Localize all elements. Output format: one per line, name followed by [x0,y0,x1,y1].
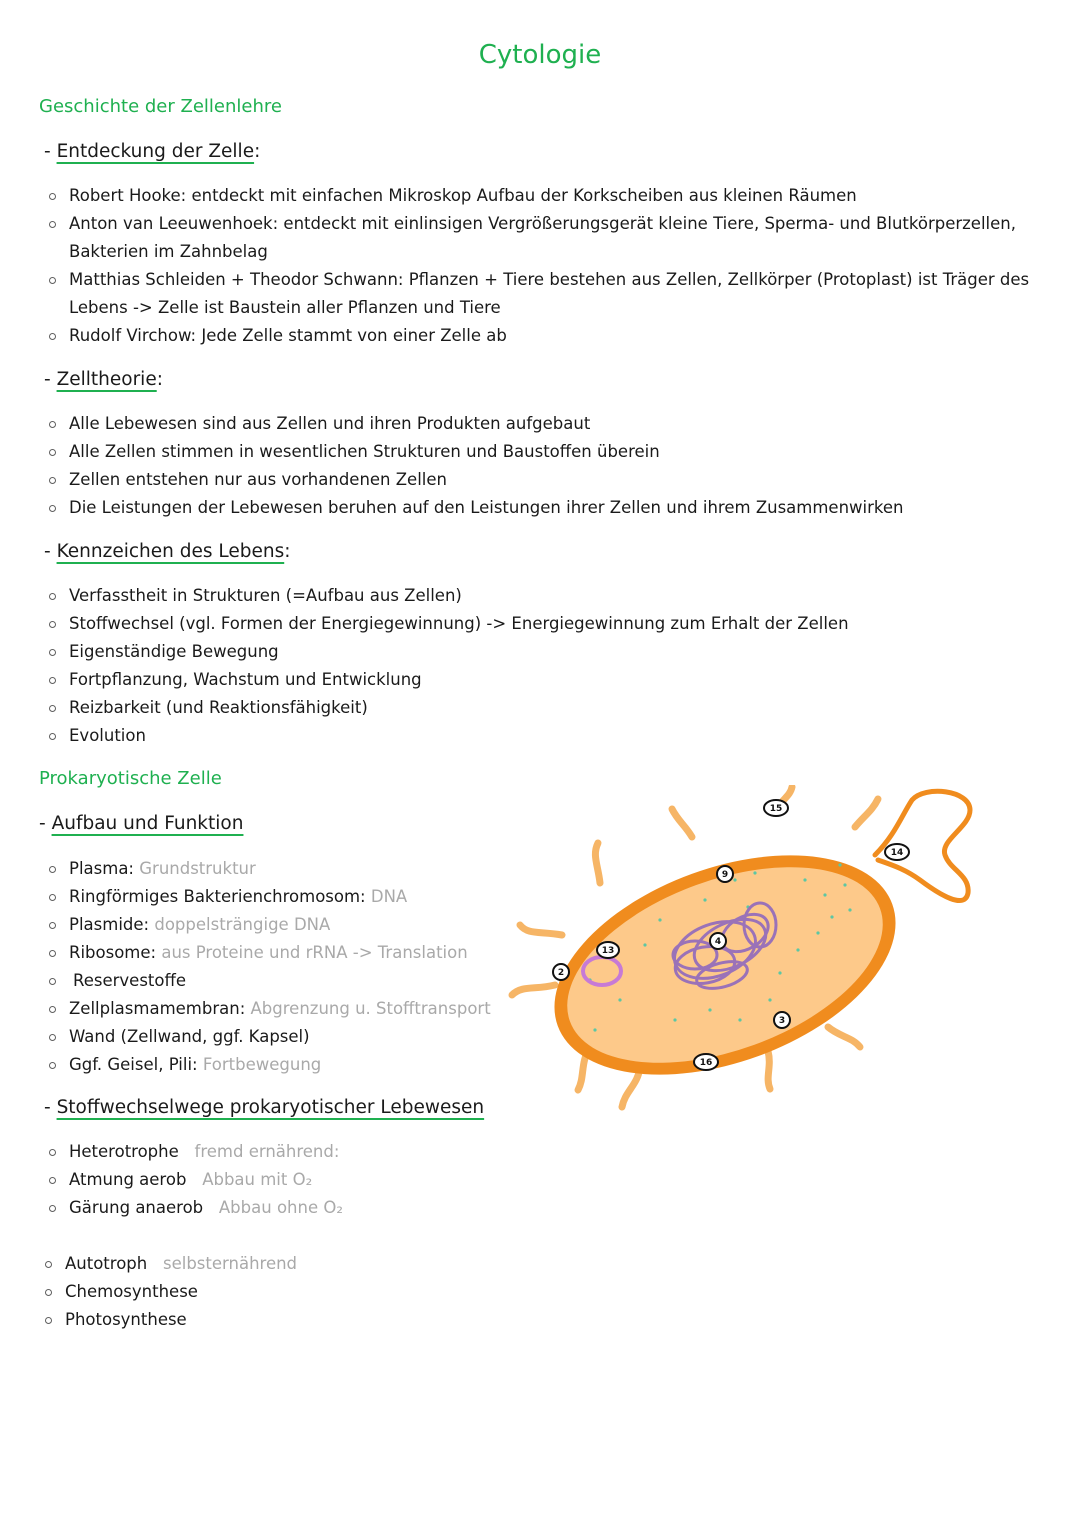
label-marker-15 [764,800,788,816]
ribosome [733,878,736,881]
list-item: Verfasstheit in Strukturen (=Aufbau aus Zellen) [44,582,1034,610]
heterotroph-list [44,1138,514,1222]
description: fremd ernährend: [194,1142,340,1161]
subheading-life-label: Kennzeichen des Lebens [56,541,285,562]
pilus [855,799,878,827]
ribosome [803,878,806,881]
term: Heterotrophe [69,1142,179,1161]
label-16: 16 [699,1058,713,1068]
ribosome [838,863,841,866]
subheading-metabolism: - Stoffwechselwege prokaryotischer Lebewesen [44,1097,485,1118]
label-13: 13 [601,946,615,956]
subheading-life: - Kennzeichen des Lebens: [44,541,291,562]
list-item: Evolution [44,722,1034,750]
list-item: Alle Zellen stimmen in wesentlichen Strukturen und Baustoffen überein [44,438,1034,466]
pilus [512,985,555,995]
list-item [44,883,514,911]
page-title: Cytologie [478,40,602,70]
list-item [40,1278,510,1306]
description: Abgrenzung u. Stofftransport [250,999,491,1018]
list-item [44,1023,514,1051]
list-item [44,1138,514,1166]
section-heading-prokaryote: Prokaryotische Zelle [39,768,222,789]
list-item: Rudolf Virchow: Jede Zelle stammt von einer Zelle ab [44,322,1034,350]
ribosome [768,998,771,1001]
description: aus Proteine und rRNA -> Translation [161,943,468,962]
label-marker-16 [694,1054,718,1070]
ribosome [708,1008,711,1011]
ribosome [796,948,799,951]
list-item: Fortpflanzung, Wachstum und Entwicklung [44,666,1034,694]
subheading-metabolism-label: Stoffwechselwege prokaryotischer Lebewesen [56,1097,485,1118]
list-item: Die Leistungen der Lebewesen beruhen auf den Leistungen ihrer Zellen und ihrem Zusammenwirken [44,494,1034,522]
label-marker-3 [774,1012,790,1028]
ribosome [673,1018,676,1021]
list-item [44,1166,514,1194]
label-marker-4 [710,933,726,949]
subheading-theory-label: Zelltheorie [56,369,157,390]
ribosome [816,931,819,934]
list-item: Matthias Schleiden + Theodor Schwann: Pflanzen + Tiere bestehen aus Zellen, Zellkörper (Protoplast) ist Träger des Lebens -> Zelle ist Baustein aller Pflanzen und Tiere [44,266,1034,322]
label-14: 14 [890,848,904,858]
list-item [44,911,514,939]
ribosome [823,893,826,896]
term: Ringförmiges Bakterienchromosom: [69,887,366,906]
list-item [44,939,514,967]
label-4: 4 [714,937,722,947]
term: Reservestoffe [73,971,187,990]
list-item [44,995,514,1023]
label-2: 2 [557,968,565,978]
list-item: Anton van Leeuwenhoek: entdeckt mit einlinsigen Vergrößerungsgerät kleine Tiere, Sperma- und Blutkörperzellen, Bakterien im Zahnbelag [44,210,1034,266]
list-item: Alle Lebewesen sind aus Zellen und ihren Produkten aufgebaut [44,410,1034,438]
autotroph-list [40,1250,510,1334]
term: Autotroph [65,1254,148,1273]
pilus [672,809,692,837]
term: Zellplasmamembran: [69,999,246,1018]
ribosome [778,971,781,974]
ribosome [703,898,706,901]
list-item: Robert Hooke: entdeckt mit einfachen Mikroskop Aufbau der Korkscheiben aus kleinen Räumen [44,182,1034,210]
list-item [44,1194,514,1222]
pilus [520,925,562,935]
subheading-structure: - Aufbau und Funktion [39,813,244,834]
ribosome [643,943,646,946]
section-heading-history: Geschichte der Zellenlehre [39,96,282,117]
discovery-list [44,182,1034,350]
subheading-discovery: - Entdeckung der Zelle: [44,141,261,162]
description: Abbau mit O₂ [202,1170,313,1189]
subheading-discovery-label: Entdeckung der Zelle [56,141,255,162]
list-item [40,1306,510,1334]
pilus [828,1027,860,1047]
ribosome [848,908,851,911]
list-item: Stoffwechsel (vgl. Formen der Energiegewinnung) -> Energiegewinnung zum Erhalt der Zellen [44,610,1034,638]
description: selbsternährend [162,1254,298,1273]
ribosome [843,883,846,886]
term: Plasmide: [69,915,150,934]
ribosome [753,871,756,874]
label-9: 9 [721,870,729,880]
list-item [44,1051,514,1079]
pilus [595,843,600,883]
ribosome [830,915,833,918]
list-item: Eigenständige Bewegung [44,638,1034,666]
term: Chemosynthese [65,1282,198,1301]
ribosome [738,1018,741,1021]
ribosome [593,1028,596,1031]
label-marker-13 [597,942,619,958]
term: Ggf. Geisel, Pili: [69,1055,198,1074]
structure-list [44,855,514,1079]
description: doppelsträngige DNA [154,915,331,934]
label-marker-9 [717,866,733,882]
theory-list [44,410,1034,522]
description: Abbau ohne O₂ [218,1198,343,1217]
label-3: 3 [778,1016,786,1026]
pilus [768,1051,770,1089]
list-item: Reizbarkeit (und Reaktionsfähigkeit) [44,694,1034,722]
list-item: Zellen entstehen nur aus vorhandenen Zellen [44,466,1034,494]
ribosome [618,998,621,1001]
label-marker-2 [553,964,569,980]
list-item [44,967,514,995]
label-15: 15 [769,804,783,814]
term: Wand (Zellwand, ggf. Kapsel) [69,1027,310,1046]
life-list [44,582,1034,750]
list-item [44,855,514,883]
subheading-structure-label: Aufbau und Funktion [51,813,244,834]
label-marker-14 [885,844,909,860]
term: Plasma: [69,859,134,878]
term: Gärung anaerob [69,1198,204,1217]
list-item [40,1250,510,1278]
term: Ribosome: [69,943,157,962]
term: Atmung aerob [69,1170,187,1189]
subheading-theory: - Zelltheorie: [44,369,163,390]
bacterium-diagram [500,785,990,1125]
description: Grundstruktur [139,859,256,878]
term: Photosynthese [65,1310,187,1329]
description: DNA [370,887,408,906]
ribosome [658,918,661,921]
description: Fortbewegung [202,1055,322,1074]
